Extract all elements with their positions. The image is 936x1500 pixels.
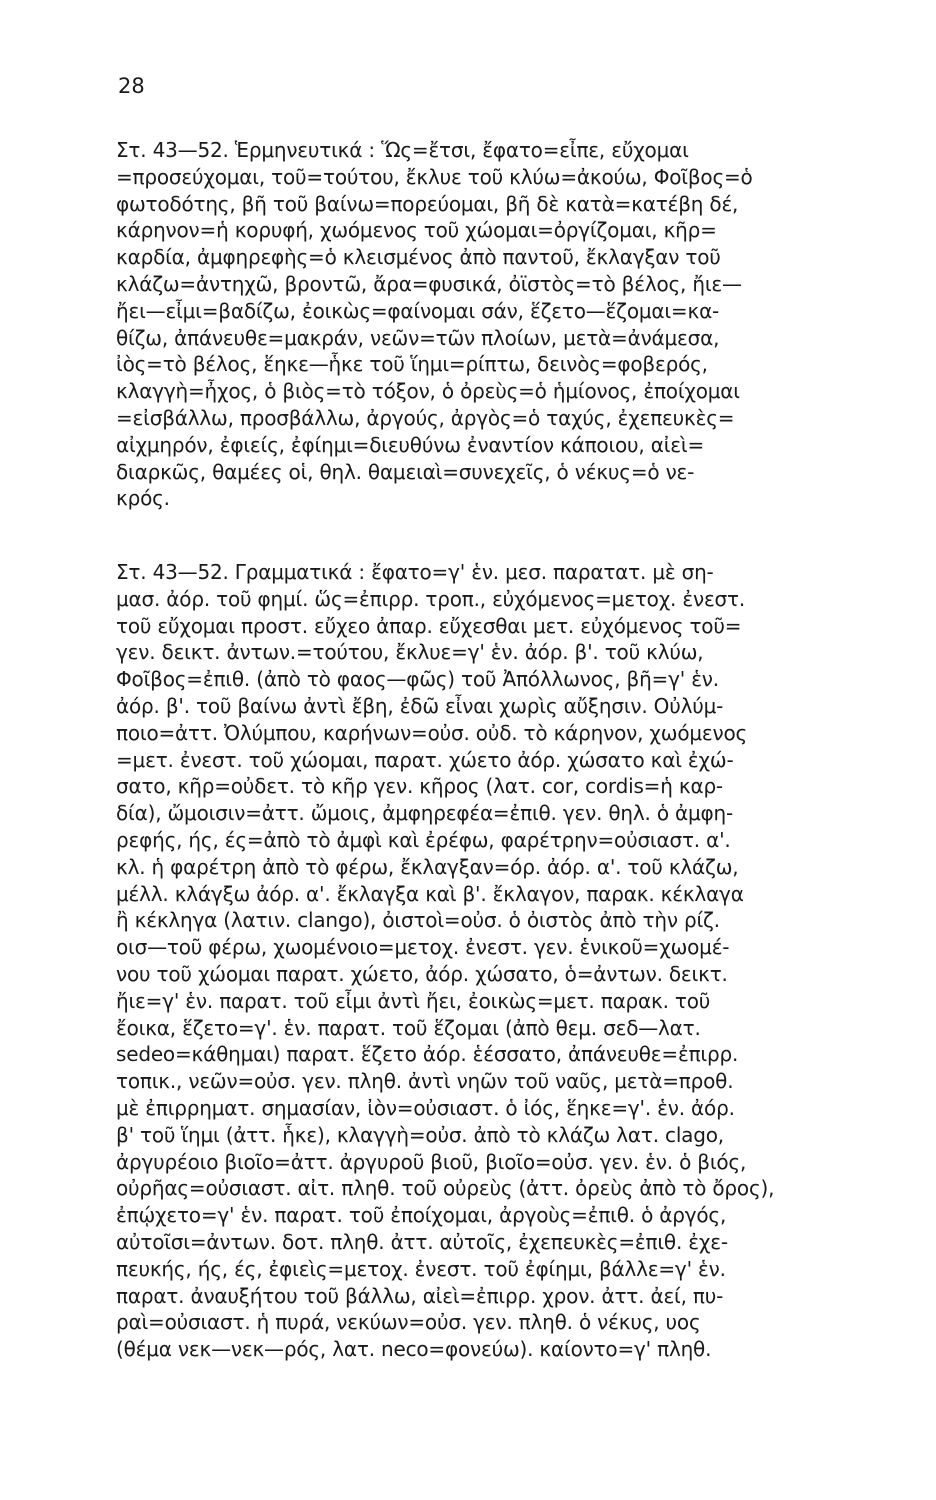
text-line: παρατ. ἀναυξήτου τοῦ βάλλω, αἰεὶ=ἐπιρρ. χρον. ἀττ. ἀεί, πυ- <box>116 1283 724 1308</box>
text-line: ἰὸς=τὸ βέλος, ἕηκε—ἧκε τοῦ ἵημι=ρίπτω, δεινὸς=φοβερός, <box>116 352 708 377</box>
text-line: ρεφής, ής, ές=ἀπὸ τὸ ἀμφὶ καὶ ἐρέφω, φαρέτρην=οὐσιαστ. α'. <box>116 827 731 852</box>
text-line: ποιο=ἀττ. Ὀλύμπου, καρήνων=οὐσ. οὐδ. τὸ κάρηνον, χωόμενος <box>116 720 748 745</box>
text-line: Στ. 43—52. Ἑρμηνευτικά : Ὥς=ἔτσι, ἔφατο=εἶπε, εὔχομαι <box>116 138 689 162</box>
text-line: τοῦ εὔχομαι προστ. εὔχεο ἀπαρ. εὔχεσθαι μετ. εὐχόμενος τοῦ= <box>116 613 742 638</box>
page-number: 28 <box>118 74 145 98</box>
text-line: αἰχμηρόν, ἐφιείς, ἐφίημι=διευθύνω ἐναντίον κάποιου, αἰεὶ= <box>116 432 705 457</box>
text-line: ἤει—εἶμι=βαδίζω, ἐοικὼς=φαίνομαι σάν, ἕζετο—ἕζομαι=κα- <box>116 298 720 323</box>
text-line: κάρηνον=ἡ κορυφή, χωόμενος τοῦ χώομαι=ὀργίζομαι, κῆρ= <box>116 218 717 243</box>
text-line: sedeo=κάθημαι) παρατ. ἕζετο ἀόρ. ἑέσσατο, ἀπάνευθε=ἐπιρρ. <box>116 1042 739 1067</box>
text-line: κρός. <box>116 486 170 511</box>
text-line: διαρκῶς, θαμέες οἱ, θηλ. θαμειαὶ=συνεχεῖς, ὁ νέκυς=ὁ νε- <box>116 459 695 484</box>
text-line: =προσεύχομαι, τοῦ=τούτου, ἔκλυε τοῦ κλύω=ἀκούω, Φοῖβος=ὁ <box>116 164 753 189</box>
text-line: νου τοῦ χώομαι παρατ. χώετο, ἀόρ. χώσατο, ὁ=ἀντων. δεικτ. <box>116 961 728 986</box>
text-line: ἀργυρέοιο βιοῖο=ἀττ. ἀργυροῦ βιοῦ, βιοῖο=οὐσ. γεν. ἑν. ὁ βιός, <box>116 1149 747 1174</box>
text-line: οισ—τοῦ φέρω, χωομένοιο=μετοχ. ἐνεστ. γεν. ἑνικοῦ=χωομέ- <box>116 935 730 960</box>
interpretive-notes-paragraph <box>116 137 934 512</box>
text-line: (θέμα νεκ—νεκ—ρός, λατ. neco=φονεύω). καίοντο=γ' πληθ. <box>116 1337 712 1362</box>
text-line: =εἰσβάλλω, προσβάλλω, ἀργούς, ἀργὸς=ὁ ταχύς, ἐχεπευκὲς= <box>116 405 735 430</box>
text-line: ἔοικα, ἕζετο=γ'. ἑν. παρατ. τοῦ ἕζομαι (ἀπὸ θεμ. σεδ—λατ. <box>116 1015 701 1040</box>
text-line: β' τοῦ ἵημι (ἀττ. ἧκε), κλαγγὴ=οὐσ. ἀπὸ τὸ κλάζω λατ. clago, <box>116 1122 724 1147</box>
text-line: καρδία, ἀμφηρεφὴς=ὁ κλεισμένος ἀπὸ παντοῦ, ἔκλαγξαν τοῦ <box>116 245 721 270</box>
text-line: ἀόρ. β'. τοῦ βαίνω ἀντὶ ἔβη, ἐδῶ εἶναι χωρὶς αὔξησιν. Οὐλύμ- <box>116 693 724 718</box>
text-line: ἢ κέκληγα (λατιν. clango), ὀιστοὶ=οὐσ. ὁ ὀιστὸς ἀπὸ τὴν ρίζ. <box>116 908 720 933</box>
text-line: ἐπῴχετο=γ' ἑν. παρατ. τοῦ ἐποίχομαι, ἀργοὺς=ἐπιθ. ὁ ἀργός, <box>116 1203 727 1228</box>
text-line: =μετ. ἐνεστ. τοῦ χώομαι, παρατ. χώετο ἀόρ. χώσατο καὶ ἐχώ- <box>116 747 734 772</box>
text-line: πευκής, ής, ές, ἐφιεὶς=μετοχ. ἐνεστ. τοῦ ἐφίημι, βάλλε=γ' ἑν. <box>116 1256 726 1281</box>
grammatical-notes-paragraph <box>116 559 934 1363</box>
text-line: γεν. δεικτ. ἀντων.=τούτου, ἔκλυε=γ' ἑν. ἀόρ. β'. τοῦ κλύω, <box>116 640 704 665</box>
text-line: οὐρῆας=οὐσιαστ. αἰτ. πληθ. τοῦ οὐρεὺς (ἀττ. ὀρεὺς ἀπὸ τὸ ὄρος), <box>116 1176 775 1201</box>
text-line: μέλλ. κλάγξω ἀόρ. α'. ἔκλαγξα καὶ β'. ἔκλαγον, παρακ. κέκλαγα <box>116 881 744 906</box>
text-line: φωτοδότης, βῆ τοῦ βαίνω=πορεύομαι, βῆ δὲ κατὰ=κατέβη δέ, <box>116 191 739 216</box>
text-line: κλαγγὴ=ἦχος, ὁ βιὸς=τὸ τόξον, ὁ ὀρεὺς=ὁ ἡμίονος, ἐποίχομαι <box>116 379 740 404</box>
text-line: Στ. 43—52. Γραμματικά : ἔφατο=γ' ἑν. μεσ. παρατατ. μὲ ση- <box>116 560 714 584</box>
text-line: Φοῖβος=ἐπιθ. (ἀπὸ τὸ φαος—φῶς) τοῦ Ἀπόλλωνος, βῆ=γ' ἑν. <box>116 667 719 692</box>
text-line: δία), ὤμοισιν=ἀττ. ὤμοις, ἀμφηρεφέα=ἐπιθ. γεν. θηλ. ὁ ἀμφη- <box>116 801 734 826</box>
text-line: θίζω, ἀπάνευθε=μακράν, νεῶν=τῶν πλοίων, μετὰ=ἀνάμεσα, <box>116 325 720 350</box>
text-line: κλ. ἡ φαρέτρη ἀπὸ τὸ φέρω, ἔκλαγξαν=όρ. ἀόρ. α'. τοῦ κλάζω, <box>116 854 739 879</box>
text-line: ραὶ=οὐσιαστ. ἡ πυρά, νεκύων=οὐσ. γεν. πληθ. ὁ νέκυς, υος <box>116 1310 701 1335</box>
text-line: μασ. ἀόρ. τοῦ φημί. ὥς=ἐπιρρ. τροπ., εὐχόμενος=μετοχ. ἐνεστ. <box>116 586 746 611</box>
text-line: κλάζω=ἀντηχῶ, βροντῶ, ἄρα=φυσικά, ὀϊστὸς=τὸ βέλος, ἤιε— <box>116 271 742 296</box>
text-line: αὐτοῖσι=ἀντων. δοτ. πληθ. ἀττ. αὐτοῖς, ἐχεπευκὲς=ἐπιθ. ἐχε- <box>116 1229 728 1254</box>
text-line: σατο, κῆρ=οὐδετ. τὸ κῆρ γεν. κῆρος (λατ. cor, cordis=ἡ καρ- <box>116 774 723 799</box>
text-line: τοπικ., νεῶν=οὐσ. γεν. πληθ. ἀντὶ νηῶν τοῦ ναῦς, μετὰ=προθ. <box>116 1069 734 1094</box>
text-line: ἤιε=γ' ἑν. παρατ. τοῦ εἶμι ἀντὶ ἤει, ἐοικὼς=μετ. παρακ. τοῦ <box>116 988 711 1013</box>
text-line: μὲ ἐπιρρηματ. σημασίαν, ἰὸν=οὐσιαστ. ὁ ἰός, ἕηκε=γ'. ἑν. ἀόρ. <box>116 1095 735 1120</box>
